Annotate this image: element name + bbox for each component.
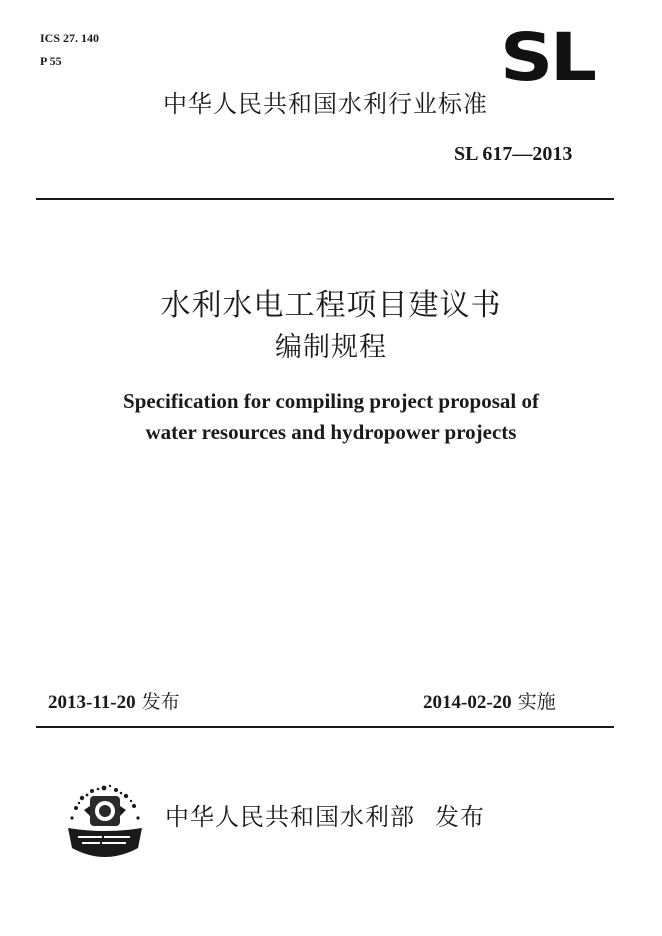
bottom-divider (36, 726, 614, 728)
publisher-name: 中华人民共和国水利部 (165, 803, 415, 831)
implement-date-value: 2014-02-20 (423, 692, 512, 713)
implement-date (423, 689, 556, 716)
publisher (165, 801, 485, 833)
title-en-line2: water resources and hydropower projects (145, 420, 517, 444)
publish-label: 发布 (435, 803, 485, 831)
issue-date (48, 689, 180, 716)
issue-date-value: 2013-11-20 (48, 692, 136, 713)
sl-logo: SL (500, 19, 594, 96)
standard-number: SL 617—2013 (454, 143, 573, 165)
anti-counterfeit-seal-icon (62, 778, 148, 868)
ics-code: ICS 27. 140 (40, 31, 100, 45)
title-zh-line1: 水利水电工程项目建议书 (160, 288, 502, 323)
top-divider (36, 198, 614, 200)
standard-category: 中华人民共和国水利行业标准 (163, 90, 488, 118)
title-en-line1: Specification for compiling project proposal of (123, 389, 539, 413)
p-code: P 55 (40, 54, 62, 68)
issue-label: 发布 (141, 691, 180, 713)
implement-label: 实施 (517, 691, 556, 713)
title-zh-line2: 编制规程 (275, 332, 387, 363)
